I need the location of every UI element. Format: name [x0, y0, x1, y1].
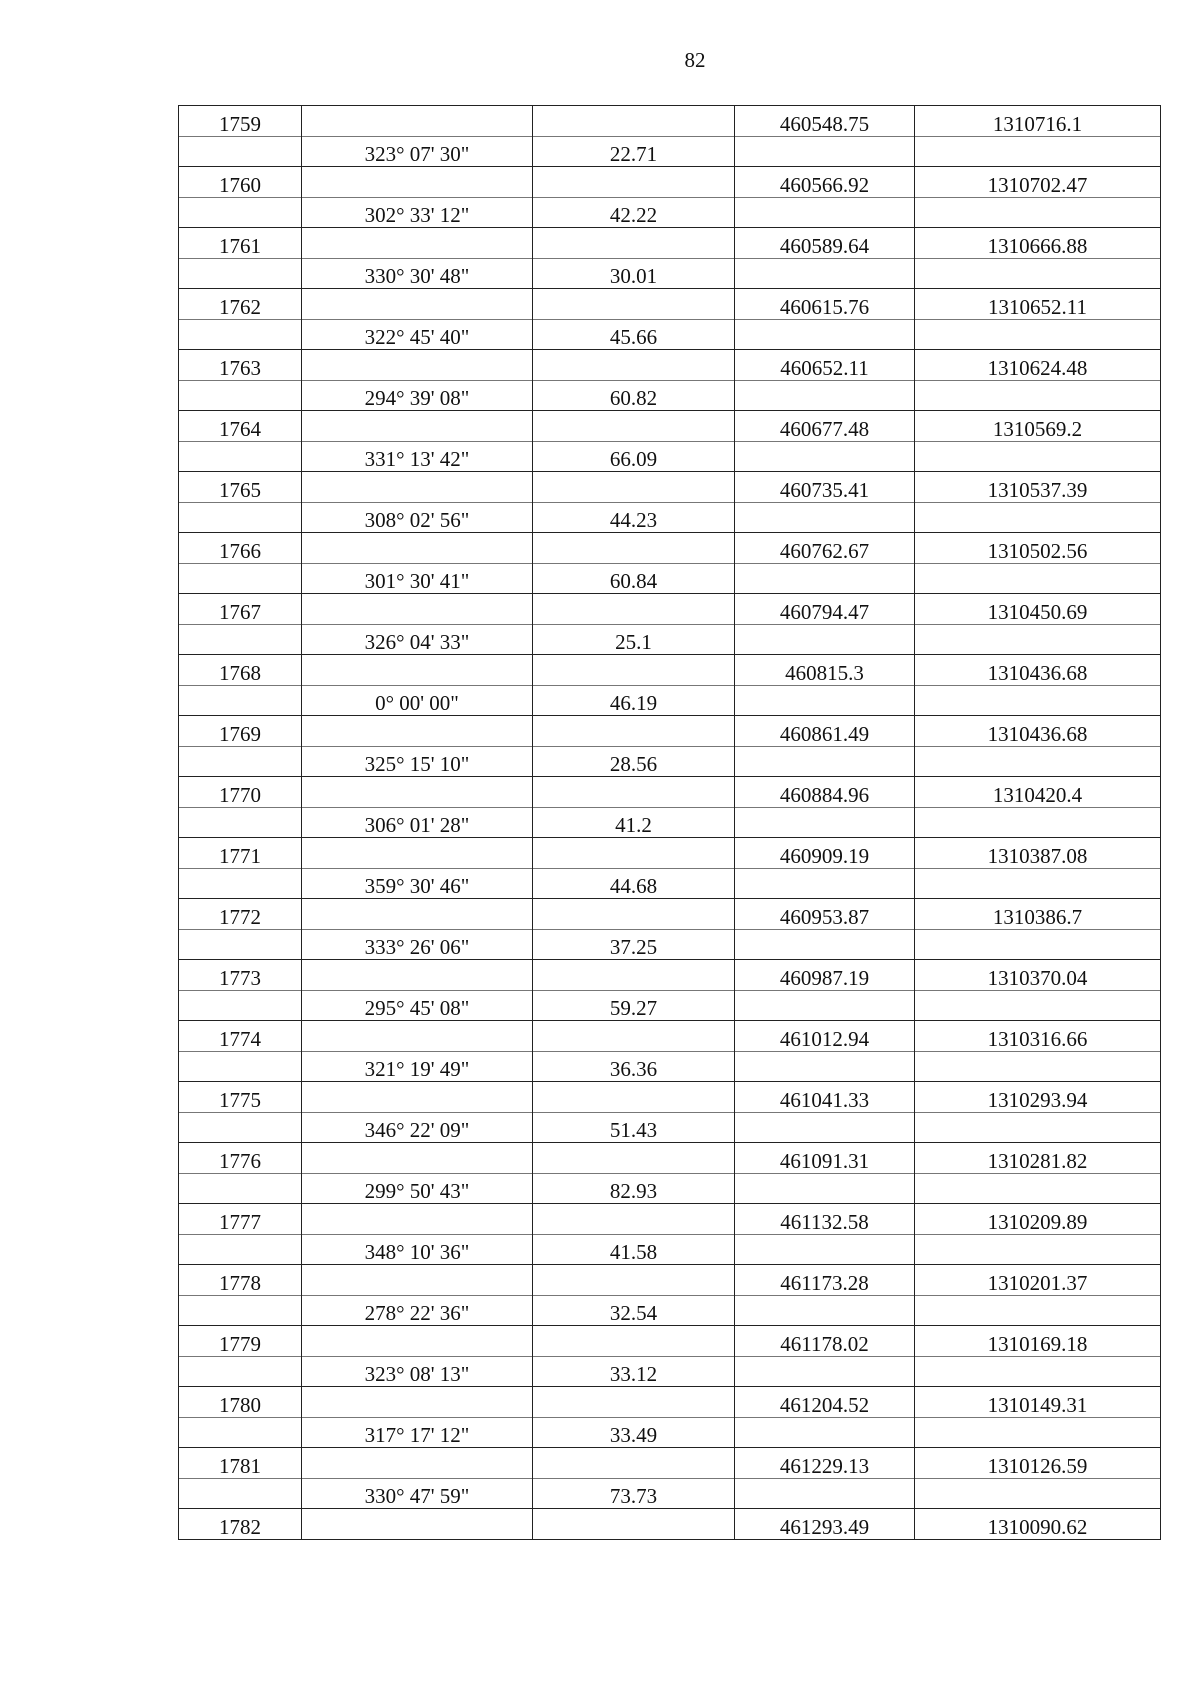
distance-cell: 32.54 — [533, 1295, 735, 1326]
point-id-cell: 1768 — [179, 655, 302, 686]
distance-cell: 41.58 — [533, 1234, 735, 1265]
point-row — [179, 1326, 1161, 1357]
distance-cell — [533, 655, 735, 686]
x-coordinate-cell: 460861.49 — [735, 716, 915, 747]
distance-cell — [533, 1021, 735, 1052]
bearing-cell: 302° 33' 12" — [302, 197, 533, 228]
segment-row — [179, 868, 1161, 899]
point-id-cell — [179, 319, 302, 350]
point-row — [179, 1265, 1161, 1296]
distance-cell: 37.25 — [533, 929, 735, 960]
bearing-cell — [302, 716, 533, 747]
x-coordinate-cell: 461041.33 — [735, 1082, 915, 1113]
point-id-cell — [179, 197, 302, 228]
segment-row — [179, 990, 1161, 1021]
bearing-cell — [302, 777, 533, 808]
point-id-cell — [179, 807, 302, 838]
point-id-cell: 1776 — [179, 1143, 302, 1174]
segment-row — [179, 685, 1161, 716]
y-coordinate-cell: 1310537.39 — [915, 472, 1161, 503]
bearing-cell — [302, 106, 533, 137]
point-id-cell: 1763 — [179, 350, 302, 381]
y-coordinate-cell: 1310436.68 — [915, 716, 1161, 747]
distance-cell — [533, 167, 735, 198]
x-coordinate-cell: 460735.41 — [735, 472, 915, 503]
point-id-cell: 1773 — [179, 960, 302, 991]
distance-cell — [533, 411, 735, 442]
segment-row — [179, 624, 1161, 655]
distance-cell: 66.09 — [533, 441, 735, 472]
point-id-cell — [179, 868, 302, 899]
distance-cell: 82.93 — [533, 1173, 735, 1204]
y-coordinate-cell — [915, 746, 1161, 777]
bearing-cell: 333° 26' 06" — [302, 929, 533, 960]
x-coordinate-cell: 460815.3 — [735, 655, 915, 686]
point-row — [179, 594, 1161, 625]
x-coordinate-cell: 460652.11 — [735, 350, 915, 381]
segment-row — [179, 197, 1161, 228]
x-coordinate-cell: 460953.87 — [735, 899, 915, 930]
x-coordinate-cell — [735, 502, 915, 533]
bearing-cell — [302, 1387, 533, 1418]
point-id-cell: 1761 — [179, 228, 302, 259]
y-coordinate-cell: 1310169.18 — [915, 1326, 1161, 1357]
y-coordinate-cell: 1310502.56 — [915, 533, 1161, 564]
point-row — [179, 106, 1161, 137]
point-row — [179, 1143, 1161, 1174]
distance-cell: 30.01 — [533, 258, 735, 289]
point-id-cell — [179, 136, 302, 167]
bearing-cell — [302, 1509, 533, 1540]
y-coordinate-cell: 1310387.08 — [915, 838, 1161, 869]
x-coordinate-cell — [735, 197, 915, 228]
point-id-cell — [179, 990, 302, 1021]
point-id-cell: 1759 — [179, 106, 302, 137]
segment-row — [179, 502, 1161, 533]
x-coordinate-cell: 460589.64 — [735, 228, 915, 259]
point-id-cell: 1762 — [179, 289, 302, 320]
coordinate-table-body — [179, 106, 1161, 1540]
bearing-cell: 326° 04' 33" — [302, 624, 533, 655]
distance-cell — [533, 350, 735, 381]
point-id-cell: 1764 — [179, 411, 302, 442]
x-coordinate-cell — [735, 746, 915, 777]
distance-cell — [533, 1204, 735, 1235]
point-id-cell: 1770 — [179, 777, 302, 808]
x-coordinate-cell: 460615.76 — [735, 289, 915, 320]
point-id-cell — [179, 929, 302, 960]
distance-cell — [533, 1082, 735, 1113]
distance-cell: 60.84 — [533, 563, 735, 594]
segment-row — [179, 1417, 1161, 1448]
distance-cell — [533, 228, 735, 259]
distance-cell — [533, 1509, 735, 1540]
segment-row — [179, 1356, 1161, 1387]
segment-row — [179, 1173, 1161, 1204]
bearing-cell: 346° 22' 09" — [302, 1112, 533, 1143]
y-coordinate-cell: 1310293.94 — [915, 1082, 1161, 1113]
point-id-cell — [179, 1417, 302, 1448]
point-row — [179, 777, 1161, 808]
y-coordinate-cell: 1310386.7 — [915, 899, 1161, 930]
point-id-cell: 1774 — [179, 1021, 302, 1052]
distance-cell — [533, 594, 735, 625]
bearing-cell: 317° 17' 12" — [302, 1417, 533, 1448]
y-coordinate-cell: 1310436.68 — [915, 655, 1161, 686]
y-coordinate-cell — [915, 807, 1161, 838]
distance-cell: 60.82 — [533, 380, 735, 411]
point-id-cell — [179, 563, 302, 594]
point-id-cell — [179, 624, 302, 655]
x-coordinate-cell — [735, 1478, 915, 1509]
x-coordinate-cell — [735, 1234, 915, 1265]
point-id-cell: 1779 — [179, 1326, 302, 1357]
y-coordinate-cell — [915, 258, 1161, 289]
point-id-cell — [179, 1295, 302, 1326]
x-coordinate-cell — [735, 1112, 915, 1143]
distance-cell: 46.19 — [533, 685, 735, 716]
x-coordinate-cell — [735, 929, 915, 960]
bearing-cell: 330° 30' 48" — [302, 258, 533, 289]
segment-row — [179, 1234, 1161, 1265]
point-row — [179, 1509, 1161, 1540]
bearing-cell: 0° 00' 00" — [302, 685, 533, 716]
bearing-cell — [302, 1265, 533, 1296]
point-row — [179, 1021, 1161, 1052]
x-coordinate-cell: 461178.02 — [735, 1326, 915, 1357]
bearing-cell — [302, 838, 533, 869]
distance-cell — [533, 1265, 735, 1296]
bearing-cell — [302, 228, 533, 259]
y-coordinate-cell: 1310281.82 — [915, 1143, 1161, 1174]
segment-row — [179, 136, 1161, 167]
y-coordinate-cell — [915, 624, 1161, 655]
x-coordinate-cell: 460909.19 — [735, 838, 915, 869]
bearing-cell: 330° 47' 59" — [302, 1478, 533, 1509]
point-row — [179, 1448, 1161, 1479]
x-coordinate-cell: 461229.13 — [735, 1448, 915, 1479]
point-id-cell: 1777 — [179, 1204, 302, 1235]
bearing-cell: 325° 15' 10" — [302, 746, 533, 777]
segment-row — [179, 1478, 1161, 1509]
point-row — [179, 1204, 1161, 1235]
x-coordinate-cell: 461173.28 — [735, 1265, 915, 1296]
point-id-cell — [179, 1356, 302, 1387]
y-coordinate-cell: 1310569.2 — [915, 411, 1161, 442]
point-row — [179, 533, 1161, 564]
y-coordinate-cell — [915, 1234, 1161, 1265]
distance-cell — [533, 533, 735, 564]
distance-cell: 44.68 — [533, 868, 735, 899]
distance-cell: 45.66 — [533, 319, 735, 350]
point-id-cell: 1766 — [179, 533, 302, 564]
bearing-cell — [302, 472, 533, 503]
bearing-cell — [302, 594, 533, 625]
point-row — [179, 228, 1161, 259]
y-coordinate-cell: 1310126.59 — [915, 1448, 1161, 1479]
y-coordinate-cell — [915, 1356, 1161, 1387]
point-id-cell: 1782 — [179, 1509, 302, 1540]
point-row — [179, 472, 1161, 503]
y-coordinate-cell: 1310666.88 — [915, 228, 1161, 259]
bearing-cell: 299° 50' 43" — [302, 1173, 533, 1204]
point-id-cell — [179, 1051, 302, 1082]
x-coordinate-cell — [735, 1051, 915, 1082]
point-id-cell: 1775 — [179, 1082, 302, 1113]
point-id-cell: 1771 — [179, 838, 302, 869]
x-coordinate-cell: 460677.48 — [735, 411, 915, 442]
bearing-cell: 278° 22' 36" — [302, 1295, 533, 1326]
point-id-cell — [179, 685, 302, 716]
segment-row — [179, 1051, 1161, 1082]
bearing-cell — [302, 1021, 533, 1052]
y-coordinate-cell: 1310209.89 — [915, 1204, 1161, 1235]
distance-cell: 41.2 — [533, 807, 735, 838]
point-id-cell — [179, 258, 302, 289]
distance-cell — [533, 1326, 735, 1357]
point-id-cell — [179, 1234, 302, 1265]
x-coordinate-cell — [735, 624, 915, 655]
y-coordinate-cell: 1310702.47 — [915, 167, 1161, 198]
y-coordinate-cell — [915, 1173, 1161, 1204]
segment-row — [179, 258, 1161, 289]
point-id-cell: 1765 — [179, 472, 302, 503]
segment-row — [179, 563, 1161, 594]
point-row — [179, 350, 1161, 381]
bearing-cell: 348° 10' 36" — [302, 1234, 533, 1265]
bearing-cell: 321° 19' 49" — [302, 1051, 533, 1082]
bearing-cell: 306° 01' 28" — [302, 807, 533, 838]
y-coordinate-cell — [915, 563, 1161, 594]
point-id-cell — [179, 1112, 302, 1143]
point-id-cell: 1767 — [179, 594, 302, 625]
point-row — [179, 411, 1161, 442]
bearing-cell: 301° 30' 41" — [302, 563, 533, 594]
point-id-cell — [179, 502, 302, 533]
bearing-cell — [302, 350, 533, 381]
y-coordinate-cell — [915, 685, 1161, 716]
segment-row — [179, 1295, 1161, 1326]
x-coordinate-cell — [735, 380, 915, 411]
segment-row — [179, 746, 1161, 777]
y-coordinate-cell: 1310652.11 — [915, 289, 1161, 320]
point-row — [179, 655, 1161, 686]
y-coordinate-cell — [915, 1478, 1161, 1509]
segment-row — [179, 929, 1161, 960]
x-coordinate-cell: 461132.58 — [735, 1204, 915, 1235]
bearing-cell: 323° 07' 30" — [302, 136, 533, 167]
x-coordinate-cell: 460794.47 — [735, 594, 915, 625]
segment-row — [179, 1112, 1161, 1143]
y-coordinate-cell: 1310420.4 — [915, 777, 1161, 808]
bearing-cell — [302, 167, 533, 198]
distance-cell — [533, 289, 735, 320]
x-coordinate-cell — [735, 258, 915, 289]
distance-cell — [533, 899, 735, 930]
point-id-cell — [179, 441, 302, 472]
x-coordinate-cell — [735, 136, 915, 167]
bearing-cell — [302, 899, 533, 930]
x-coordinate-cell — [735, 1295, 915, 1326]
point-id-cell — [179, 380, 302, 411]
bearing-cell — [302, 533, 533, 564]
distance-cell: 73.73 — [533, 1478, 735, 1509]
y-coordinate-cell: 1310090.62 — [915, 1509, 1161, 1540]
y-coordinate-cell: 1310201.37 — [915, 1265, 1161, 1296]
x-coordinate-cell — [735, 441, 915, 472]
x-coordinate-cell: 460762.67 — [735, 533, 915, 564]
y-coordinate-cell — [915, 868, 1161, 899]
point-id-cell: 1772 — [179, 899, 302, 930]
x-coordinate-cell — [735, 685, 915, 716]
x-coordinate-cell — [735, 807, 915, 838]
y-coordinate-cell — [915, 929, 1161, 960]
x-coordinate-cell — [735, 990, 915, 1021]
distance-cell: 42.22 — [533, 197, 735, 228]
x-coordinate-cell — [735, 563, 915, 594]
distance-cell: 22.71 — [533, 136, 735, 167]
point-row — [179, 289, 1161, 320]
bearing-cell — [302, 960, 533, 991]
point-id-cell: 1760 — [179, 167, 302, 198]
distance-cell: 33.49 — [533, 1417, 735, 1448]
y-coordinate-cell: 1310149.31 — [915, 1387, 1161, 1418]
point-row — [179, 899, 1161, 930]
point-id-cell — [179, 1173, 302, 1204]
bearing-cell — [302, 1204, 533, 1235]
bearing-cell: 359° 30' 46" — [302, 868, 533, 899]
point-row — [179, 838, 1161, 869]
distance-cell: 59.27 — [533, 990, 735, 1021]
x-coordinate-cell: 460548.75 — [735, 106, 915, 137]
x-coordinate-cell: 461293.49 — [735, 1509, 915, 1540]
x-coordinate-cell: 460566.92 — [735, 167, 915, 198]
distance-cell — [533, 1387, 735, 1418]
distance-cell: 25.1 — [533, 624, 735, 655]
bearing-cell — [302, 655, 533, 686]
x-coordinate-cell — [735, 1173, 915, 1204]
bearing-cell — [302, 289, 533, 320]
bearing-cell: 308° 02' 56" — [302, 502, 533, 533]
bearing-cell: 322° 45' 40" — [302, 319, 533, 350]
bearing-cell — [302, 1448, 533, 1479]
x-coordinate-cell — [735, 1417, 915, 1448]
distance-cell — [533, 472, 735, 503]
coordinate-table — [178, 105, 1161, 1540]
x-coordinate-cell: 461091.31 — [735, 1143, 915, 1174]
bearing-cell: 323° 08' 13" — [302, 1356, 533, 1387]
distance-cell: 51.43 — [533, 1112, 735, 1143]
y-coordinate-cell — [915, 197, 1161, 228]
distance-cell: 28.56 — [533, 746, 735, 777]
point-row — [179, 960, 1161, 991]
y-coordinate-cell — [915, 990, 1161, 1021]
distance-cell — [533, 838, 735, 869]
bearing-cell: 294° 39' 08" — [302, 380, 533, 411]
distance-cell: 33.12 — [533, 1356, 735, 1387]
y-coordinate-cell — [915, 502, 1161, 533]
point-id-cell: 1778 — [179, 1265, 302, 1296]
segment-row — [179, 807, 1161, 838]
y-coordinate-cell: 1310370.04 — [915, 960, 1161, 991]
point-id-cell: 1781 — [179, 1448, 302, 1479]
page-number: 82 — [684, 48, 706, 72]
bearing-cell — [302, 1143, 533, 1174]
x-coordinate-cell — [735, 1356, 915, 1387]
y-coordinate-cell — [915, 1295, 1161, 1326]
y-coordinate-cell — [915, 1417, 1161, 1448]
y-coordinate-cell — [915, 319, 1161, 350]
segment-row — [179, 441, 1161, 472]
bearing-cell — [302, 411, 533, 442]
y-coordinate-cell — [915, 1051, 1161, 1082]
distance-cell — [533, 1448, 735, 1479]
distance-cell — [533, 1143, 735, 1174]
y-coordinate-cell — [915, 136, 1161, 167]
bearing-cell — [302, 1082, 533, 1113]
point-id-cell: 1780 — [179, 1387, 302, 1418]
y-coordinate-cell: 1310624.48 — [915, 350, 1161, 381]
y-coordinate-cell — [915, 441, 1161, 472]
segment-row — [179, 380, 1161, 411]
x-coordinate-cell — [735, 319, 915, 350]
y-coordinate-cell: 1310450.69 — [915, 594, 1161, 625]
x-coordinate-cell — [735, 868, 915, 899]
distance-cell — [533, 716, 735, 747]
y-coordinate-cell: 1310316.66 — [915, 1021, 1161, 1052]
point-id-cell — [179, 1478, 302, 1509]
point-id-cell — [179, 746, 302, 777]
point-row — [179, 1387, 1161, 1418]
segment-row — [179, 319, 1161, 350]
bearing-cell: 331° 13' 42" — [302, 441, 533, 472]
point-row — [179, 1082, 1161, 1113]
x-coordinate-cell: 461204.52 — [735, 1387, 915, 1418]
distance-cell — [533, 777, 735, 808]
distance-cell: 44.23 — [533, 502, 735, 533]
bearing-cell — [302, 1326, 533, 1357]
point-row — [179, 716, 1161, 747]
x-coordinate-cell: 460987.19 — [735, 960, 915, 991]
distance-cell — [533, 106, 735, 137]
point-id-cell: 1769 — [179, 716, 302, 747]
y-coordinate-cell — [915, 1112, 1161, 1143]
x-coordinate-cell: 461012.94 — [735, 1021, 915, 1052]
distance-cell — [533, 960, 735, 991]
point-row — [179, 167, 1161, 198]
distance-cell: 36.36 — [533, 1051, 735, 1082]
x-coordinate-cell: 460884.96 — [735, 777, 915, 808]
bearing-cell: 295° 45' 08" — [302, 990, 533, 1021]
y-coordinate-cell — [915, 380, 1161, 411]
y-coordinate-cell: 1310716.1 — [915, 106, 1161, 137]
